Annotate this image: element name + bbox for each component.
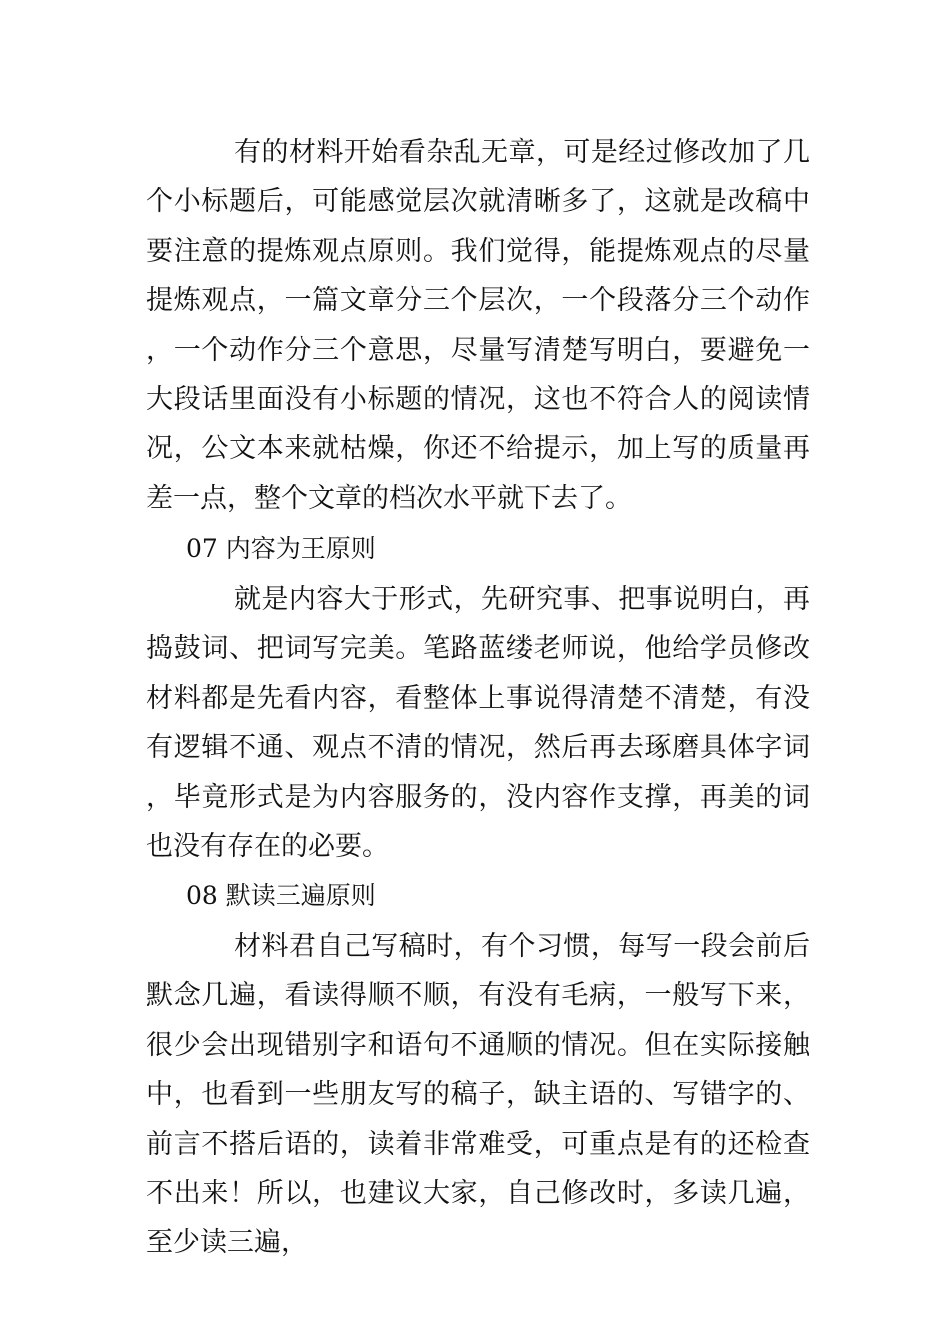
section-heading-08: 08 默读三遍原则 — [186, 881, 376, 910]
section-heading-07: 07 内容为王原则 — [186, 534, 376, 563]
body-paragraph: 有的材料开始看杂乱无章，可是经过修改加了几个小标题后，可能感觉层次就清晰多了，这就是改稿中要注意的提炼观点原则。我们觉得，能提炼观点的尽量提炼观点，一篇文章分三个层次，一个段落分三个动作，一个动作分三个意思，尽量写清楚写明白，要避免一大段话里面没有小标题的情况，这也不符合人的阅读情况，公文本来就枯燥，你还不给提示，加上写的质量再差一点，整个文章的档次水平就下去了。 — [146, 137, 810, 514]
body-paragraph: 材料君自己写稿时，有个习惯，每写一段会前后默念几遍，看读得顺不顺，有没有毛病，一般写下来，很少会出现错别字和语句不通顺的情况。但在实际接触中，也看到一些朋友写的稿子，缺主语的、写错字的、前言不搭后语的，读着非常难受，可重点是有的还检查不出来！所以，也建议大家，自己修改时，多读几遍，至少读三遍， — [146, 931, 810, 1259]
body-paragraph: 就是内容大于形式，先研究事、把事说明白，再捣鼓词、把词写完美。笔路蓝缕老师说，他给学员修改材料都是先看内容，看整体上事说得清楚不清楚，有没有逻辑不通、观点不清的情况，然后再去琢磨具体字词，毕竟形式是为内容服务的，没内容作支撑，再美的词也没有存在的必要。 — [146, 584, 810, 863]
